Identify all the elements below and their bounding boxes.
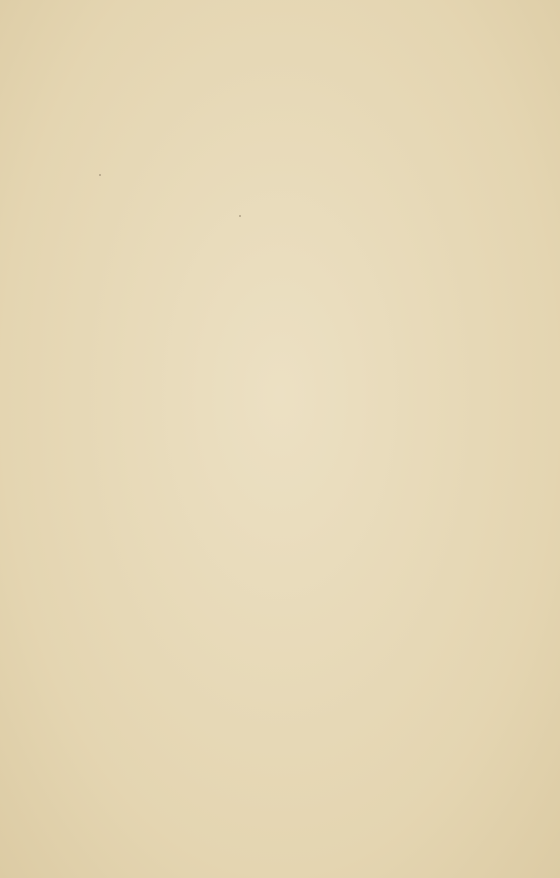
paper-speck [99, 174, 101, 176]
paper-speck [239, 215, 241, 217]
